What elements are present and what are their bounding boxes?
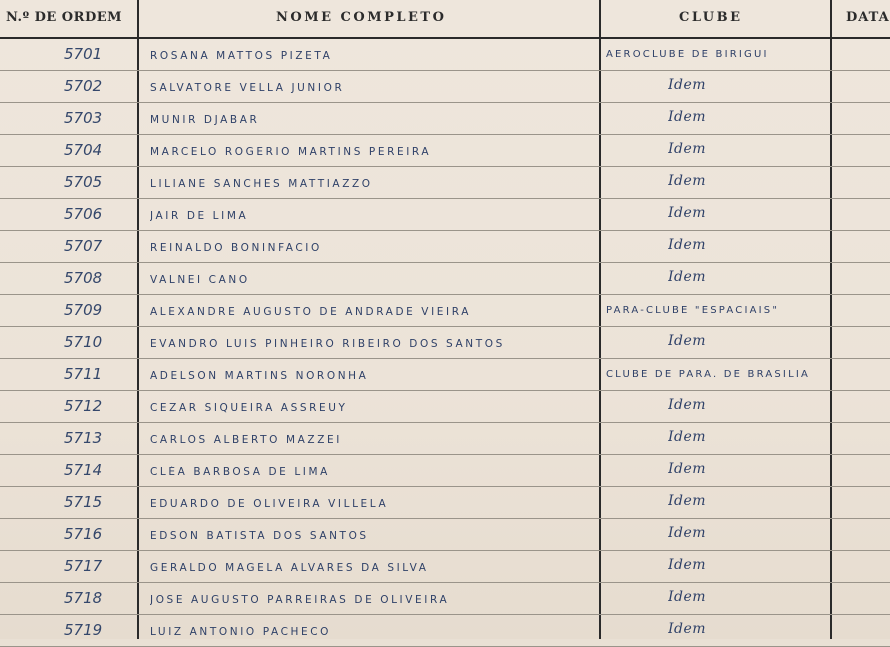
table-row — [0, 39, 890, 71]
row-full-name: LUIZ ANTONIO PACHECO — [150, 626, 332, 638]
row-club: Idem — [668, 333, 707, 349]
row-number: 5719 — [64, 621, 103, 639]
row-club: Idem — [668, 493, 707, 509]
row-full-name: CLÉA BARBOSA DE LIMA — [150, 466, 330, 478]
row-number: 5703 — [64, 109, 103, 127]
row-club: Idem — [668, 109, 707, 125]
row-full-name: MARCELO ROGERIO MARTINS PEREIRA — [150, 146, 432, 158]
table-row — [0, 135, 890, 167]
table-row — [0, 423, 890, 455]
row-club: Idem — [668, 141, 707, 157]
row-full-name: JAIR DE LIMA — [150, 210, 249, 222]
row-club: CLUBE DE PARA. DE BRASILIA — [606, 369, 811, 380]
row-club: AEROCLUBE DE BIRIGUI — [606, 49, 769, 60]
table-row — [0, 551, 890, 583]
header-row — [0, 0, 890, 39]
row-number: 5707 — [64, 237, 103, 255]
table-row — [0, 295, 890, 327]
row-number: 5718 — [64, 589, 103, 607]
row-club: PARA-CLUBE "ESPACIAIS" — [606, 305, 780, 316]
table-row — [0, 103, 890, 135]
row-club: Idem — [668, 461, 707, 477]
row-club: Idem — [668, 525, 707, 541]
table-row — [0, 263, 890, 295]
table-row — [0, 327, 890, 359]
table-row — [0, 71, 890, 103]
header-clube: CLUBE — [679, 10, 743, 25]
row-number: 5712 — [64, 397, 103, 415]
table-row — [0, 583, 890, 615]
row-full-name: EDSON BATISTA DOS SANTOS — [150, 530, 369, 542]
row-number: 5717 — [64, 557, 103, 575]
row-club: Idem — [668, 589, 707, 605]
row-number: 5711 — [64, 365, 103, 383]
row-number: 5709 — [64, 301, 103, 319]
row-number: 5710 — [64, 333, 103, 351]
row-club: Idem — [668, 269, 707, 285]
row-full-name: CEZAR SIQUEIRA ASSREUY — [150, 402, 348, 414]
row-number: 5715 — [64, 493, 103, 511]
table-row — [0, 487, 890, 519]
row-club: Idem — [668, 397, 707, 413]
table-row — [0, 199, 890, 231]
row-full-name: GERALDO MAGELA ALVARES DA SILVA — [150, 562, 429, 574]
row-number: 5714 — [64, 461, 103, 479]
row-club: Idem — [668, 173, 707, 189]
table-row — [0, 359, 890, 391]
row-full-name: MUNIR DJABAR — [150, 114, 260, 126]
row-number: 5705 — [64, 173, 103, 191]
header-nome: NOME COMPLETO — [276, 10, 447, 25]
row-full-name: EVANDRO LUIS PINHEIRO RIBEIRO DOS SANTOS — [150, 338, 505, 350]
row-number: 5708 — [64, 269, 103, 287]
row-full-name: EDUARDO DE OLIVEIRA VILLELA — [150, 498, 389, 510]
table-row — [0, 455, 890, 487]
row-full-name: SALVATORE VELLA JUNIOR — [150, 82, 345, 94]
row-club: Idem — [668, 621, 707, 637]
header-ordem: N.º DE ORDEM — [6, 10, 123, 25]
header-data: DATA — [846, 10, 890, 25]
row-club: Idem — [668, 429, 707, 445]
row-club: Idem — [668, 237, 707, 253]
row-number: 5704 — [64, 141, 103, 159]
row-number: 5716 — [64, 525, 103, 543]
row-full-name: ROSANA MATTOS PIZETA — [150, 50, 333, 62]
ledger-rows — [0, 39, 890, 647]
row-full-name: REINALDO BONINFACIO — [150, 242, 322, 254]
row-number: 5713 — [64, 429, 103, 447]
row-number: 5701 — [64, 45, 103, 63]
row-full-name: CARLOS ALBERTO MAZZEI — [150, 434, 342, 446]
row-club: Idem — [668, 205, 707, 221]
table-row — [0, 391, 890, 423]
table-row — [0, 519, 890, 551]
row-full-name: JOSE AUGUSTO PARREIRAS DE OLIVEIRA — [150, 594, 450, 606]
row-full-name: LILIANE SANCHES MATTIAZZO — [150, 178, 373, 190]
row-number: 5702 — [64, 77, 103, 95]
row-club: Idem — [668, 557, 707, 573]
row-full-name: VALNEI CANO — [150, 274, 250, 286]
table-row — [0, 615, 890, 647]
table-row — [0, 231, 890, 263]
row-club: Idem — [668, 77, 707, 93]
table-row — [0, 167, 890, 199]
row-full-name: ALEXANDRE AUGUSTO DE ANDRADE VIEIRA — [150, 306, 471, 318]
row-number: 5706 — [64, 205, 103, 223]
row-full-name: ADELSON MARTINS NORONHA — [150, 370, 369, 382]
